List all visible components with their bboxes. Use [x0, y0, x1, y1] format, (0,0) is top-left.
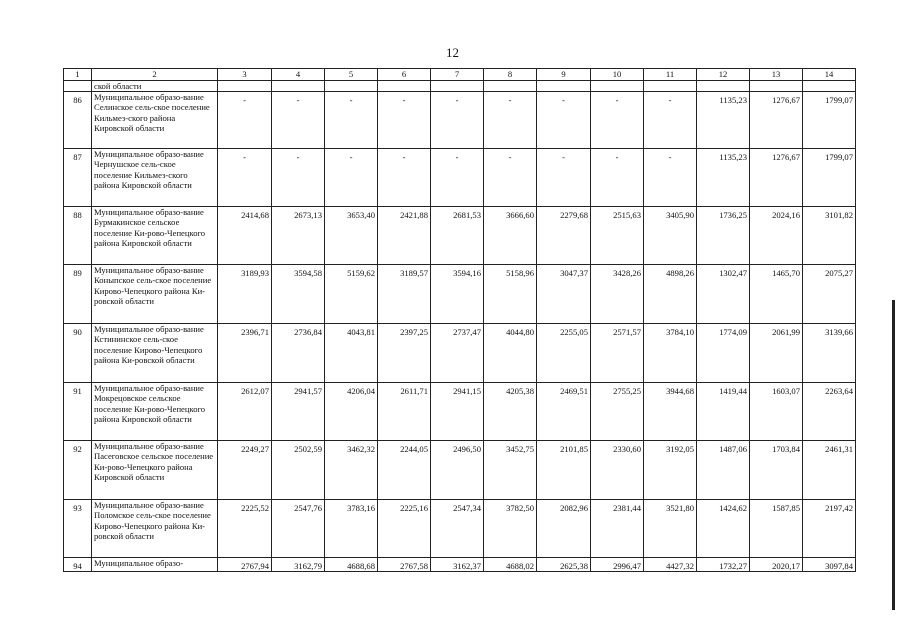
value-cell: 2496,50 [431, 441, 484, 500]
value-cell: - [644, 92, 697, 149]
value-cell: 3405,90 [644, 207, 697, 265]
value-cell: 2330,60 [591, 441, 644, 500]
value-cell: 3162,79 [272, 558, 325, 572]
municipality-name: Муниципальное образо-вание Коныпское сель-ское поселение Кирово-Чепецкого района Ки-ровской области [92, 265, 218, 324]
value-cell: 2225,52 [218, 500, 272, 558]
column-header: 13 [750, 69, 803, 81]
value-cell: 2502,59 [272, 441, 325, 500]
row-number: 86 [64, 92, 92, 149]
value-cell: 2767,58 [378, 558, 431, 572]
municipality-name: Муниципальное образо-вание Кстининское сель-ское поселение Кирово-Чепецкого района Ки-ровской области [92, 324, 218, 383]
value-cell: 2381,44 [591, 500, 644, 558]
value-cell: 2075,27 [803, 265, 856, 324]
value-cell: 5158,96 [484, 265, 537, 324]
value-cell: 2249,27 [218, 441, 272, 500]
value-cell: 1799,07 [803, 149, 856, 207]
value-cell: 3944,68 [644, 383, 697, 441]
value-cell: 1736,25 [697, 207, 750, 265]
value-cell: - [537, 149, 591, 207]
value-cell: - [218, 92, 272, 149]
value-cell: 2736,84 [272, 324, 325, 383]
value-cell: 3162,37 [431, 558, 484, 572]
value-cell: 3653,40 [325, 207, 378, 265]
value-cell: 2547,34 [431, 500, 484, 558]
row-number: 93 [64, 500, 92, 558]
value-cell: 2421,88 [378, 207, 431, 265]
value-cell: 2515,63 [591, 207, 644, 265]
table-row [64, 149, 856, 207]
page-edge-bar [892, 300, 895, 610]
value-cell: - [325, 149, 378, 207]
value-cell: 2612,07 [218, 383, 272, 441]
value-cell: 3666,60 [484, 207, 537, 265]
column-header: 4 [272, 69, 325, 81]
page-number: 12 [446, 45, 459, 60]
value-cell: 2414,68 [218, 207, 272, 265]
value-cell: 2461,31 [803, 441, 856, 500]
value-cell: 2755,25 [591, 383, 644, 441]
column-header: 9 [537, 69, 591, 81]
value-cell: 4688,68 [325, 558, 378, 572]
column-header: 11 [644, 69, 697, 81]
value-cell: 2681,53 [431, 207, 484, 265]
data-table [63, 68, 856, 572]
value-cell: 1587,85 [750, 500, 803, 558]
value-cell: 1487,06 [697, 441, 750, 500]
value-cell: 2673,13 [272, 207, 325, 265]
value-cell: 4044,80 [484, 324, 537, 383]
value-cell: 1703,84 [750, 441, 803, 500]
value-cell: 4043,81 [325, 324, 378, 383]
value-cell: 5159,62 [325, 265, 378, 324]
value-cell: 2611,71 [378, 383, 431, 441]
value-cell: 3189,93 [218, 265, 272, 324]
value-cell: 2279,68 [537, 207, 591, 265]
value-cell: 2024,16 [750, 207, 803, 265]
value-cell: 3594,58 [272, 265, 325, 324]
value-cell: 3782,50 [484, 500, 537, 558]
value-cell: 3462,32 [325, 441, 378, 500]
row-number: 94 [64, 558, 92, 572]
continuation-text: ской области [92, 81, 218, 92]
row-number: 90 [64, 324, 92, 383]
value-cell: 3784,10 [644, 324, 697, 383]
value-cell: 3521,80 [644, 500, 697, 558]
value-cell: - [591, 92, 644, 149]
value-cell: 1135,23 [697, 149, 750, 207]
value-cell: - [378, 149, 431, 207]
table-row [64, 558, 856, 572]
value-cell: 4427,32 [644, 558, 697, 572]
table-row [64, 441, 856, 500]
value-cell: - [272, 149, 325, 207]
value-cell: 3452,75 [484, 441, 537, 500]
value-cell: 1424,62 [697, 500, 750, 558]
value-cell: 2941,57 [272, 383, 325, 441]
row-number: 88 [64, 207, 92, 265]
table-row [64, 383, 856, 441]
value-cell: 1419,44 [697, 383, 750, 441]
value-cell: 2571,57 [591, 324, 644, 383]
municipality-name: Муниципальное образо-вание Мокрецовское сельское поселение Ки-рово-Чепецкого района Кировской области [92, 383, 218, 441]
value-cell: 1302,47 [697, 265, 750, 324]
column-header: 14 [803, 69, 856, 81]
value-cell: 1603,07 [750, 383, 803, 441]
value-cell: - [431, 149, 484, 207]
column-header: 8 [484, 69, 537, 81]
value-cell: - [591, 149, 644, 207]
column-header: 5 [325, 69, 378, 81]
row-number: 91 [64, 383, 92, 441]
value-cell: 3189,57 [378, 265, 431, 324]
table-row [64, 324, 856, 383]
value-cell: - [537, 92, 591, 149]
value-cell: - [484, 92, 537, 149]
column-header: 2 [92, 69, 218, 81]
value-cell: - [218, 149, 272, 207]
value-cell: 2061,99 [750, 324, 803, 383]
value-cell: 3097,84 [803, 558, 856, 572]
value-cell: - [484, 149, 537, 207]
municipality-name: Муниципальное образо-вание Поломское сель-ское поселение Кирово-Чепецкого района Ки-ровской области [92, 500, 218, 558]
value-cell: 3783,16 [325, 500, 378, 558]
value-cell: 1276,67 [750, 149, 803, 207]
row-number: 87 [64, 149, 92, 207]
column-header: 10 [591, 69, 644, 81]
value-cell: 2244,05 [378, 441, 431, 500]
column-header: 6 [378, 69, 431, 81]
value-cell: 2547,76 [272, 500, 325, 558]
value-cell: 2737,47 [431, 324, 484, 383]
value-cell: 2225,16 [378, 500, 431, 558]
municipality-name: Муниципальное образо-вание Чернушское сель-ское поселение Кильмез-ского района Кировской области [92, 149, 218, 207]
table-row [64, 500, 856, 558]
value-cell: 1135,23 [697, 92, 750, 149]
column-header: 3 [218, 69, 272, 81]
value-cell: 2263,64 [803, 383, 856, 441]
table-row [64, 265, 856, 324]
row-number: 89 [64, 265, 92, 324]
value-cell: - [431, 92, 484, 149]
value-cell: 3428,26 [591, 265, 644, 324]
value-cell: 3101,82 [803, 207, 856, 265]
row-number-cell [64, 81, 92, 92]
value-cell: 2197,42 [803, 500, 856, 558]
value-cell: 2255,05 [537, 324, 591, 383]
value-cell: 4206,04 [325, 383, 378, 441]
municipality-name: Муниципальное образо-вание Селинское сель-ское поселение Кильмез-ского района Кировской области [92, 92, 218, 149]
value-cell: 2996,47 [591, 558, 644, 572]
value-cell: 2082,96 [537, 500, 591, 558]
municipality-name: Муниципальное образо-вание Пасеговское сельское поселение Ки-рово-Чепецкого района Кировской области [92, 441, 218, 500]
value-cell: 3192,05 [644, 441, 697, 500]
value-cell: 4898,26 [644, 265, 697, 324]
value-cell: 2101,85 [537, 441, 591, 500]
column-header: 1 [64, 69, 92, 81]
table-row [64, 92, 856, 149]
value-cell: 1276,67 [750, 92, 803, 149]
value-cell: 2397,25 [378, 324, 431, 383]
value-cell: 2469,51 [537, 383, 591, 441]
header-row [64, 69, 856, 81]
column-header: 7 [431, 69, 484, 81]
value-cell: 1732,27 [697, 558, 750, 572]
value-cell: 2767,94 [218, 558, 272, 572]
value-cell: 4688,02 [484, 558, 537, 572]
value-cell: - [272, 92, 325, 149]
table-row [64, 207, 856, 265]
value-cell: 4205,38 [484, 383, 537, 441]
row-number: 92 [64, 441, 92, 500]
value-cell: - [325, 92, 378, 149]
value-cell: - [644, 149, 697, 207]
value-cell: 3139,66 [803, 324, 856, 383]
value-cell: 2020,17 [750, 558, 803, 572]
value-cell: 2396,71 [218, 324, 272, 383]
value-cell: 2941,15 [431, 383, 484, 441]
value-cell: 3594,16 [431, 265, 484, 324]
value-cell: 3047,37 [537, 265, 591, 324]
value-cell: 1799,07 [803, 92, 856, 149]
continuation-row [64, 81, 856, 92]
column-header: 12 [697, 69, 750, 81]
municipality-name: Муниципальное образо-вание Бурмакинское сельское поселение Ки-рово-Чепецкого района Кировской области [92, 207, 218, 265]
value-cell: 1465,70 [750, 265, 803, 324]
value-cell: 2625,38 [537, 558, 591, 572]
value-cell: 1774,09 [697, 324, 750, 383]
value-cell: - [378, 92, 431, 149]
municipality-name: Муниципальное образо- [92, 558, 218, 572]
